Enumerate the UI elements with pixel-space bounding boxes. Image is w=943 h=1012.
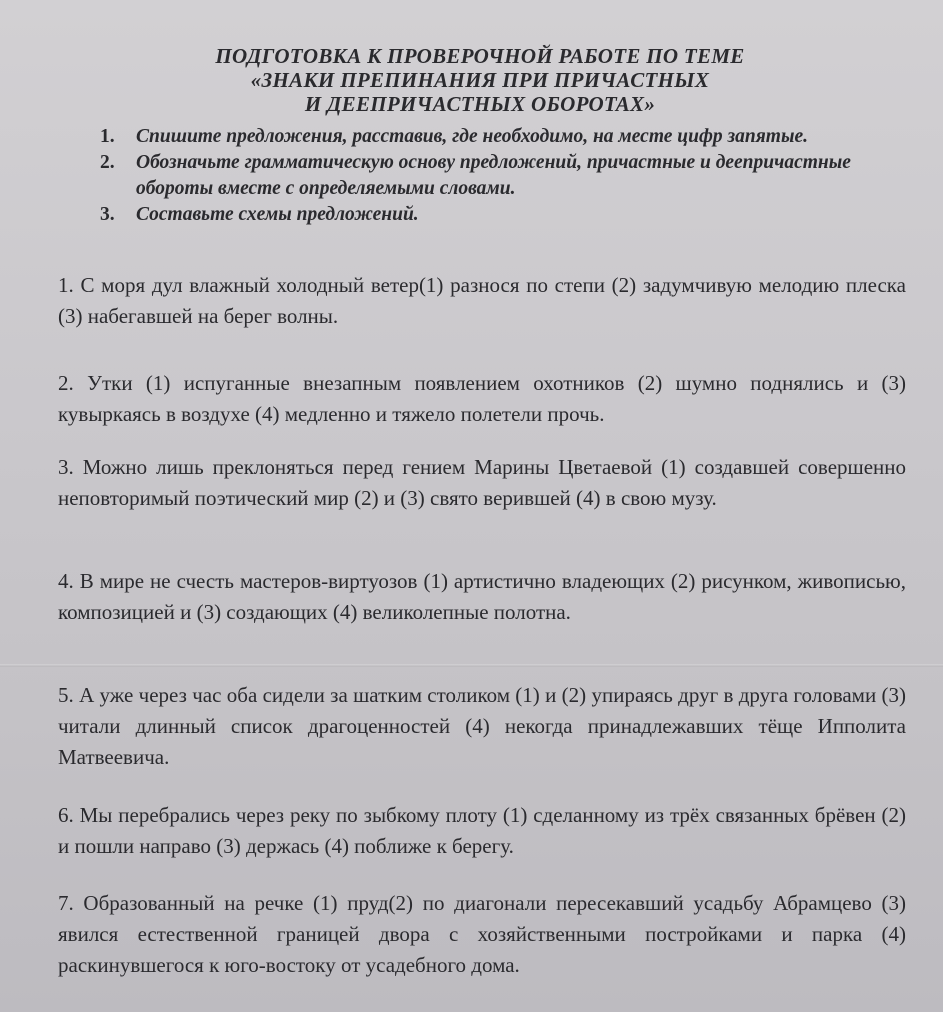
title-line-2: «ЗНАКИ ПРЕПИНАНИЯ ПРИ ПРИЧАСТНЫХ (250, 68, 710, 92)
task-text: Обозначьте грамматическую основу предложений, причастные и деепричастные обороты вместе с определяемыми словами. (136, 152, 851, 199)
worksheet-title (120, 44, 840, 116)
task-number: 3. (100, 204, 115, 225)
exercise-sentence-7: 7. Образованный на речке (1) пруд(2) по диагонали пересекавший усадьбу Абрамцево (3) явился естественной границей двора с хозяйственными постройками и парка (4) раскинувшегося к юго-востоку от усадебного дома. (58, 891, 906, 977)
task-instructions (100, 124, 900, 228)
task-item (100, 150, 900, 202)
exercise-sentence-6: 6. Мы перебрались через реку по зыбкому плоту (1) сделанному из трёх связанных брёвен (2) и пошли направо (3) держась (4) поближе к берегу. (58, 803, 906, 858)
task-item (100, 124, 900, 150)
title-line-3: И ДЕЕПРИЧАСТНЫХ ОБОРОТАХ» (304, 92, 656, 116)
exercise-sentence-3: 3. Можно лишь преклоняться перед гением Марины Цветаевой (1) создавшей совершенно неповторимый поэтический мир (2) и (3) свято верившей (4) в свою музу. (58, 455, 906, 510)
title-line-1: ПОДГОТОВКА К ПРОВЕРОЧНОЙ РАБОТЕ ПО ТЕМЕ (215, 44, 745, 68)
task-text: Составьте схемы предложений. (136, 204, 419, 225)
exercise-sentence-5: 5. А уже через час оба сидели за шатким столиком (1) и (2) упираясь друг в друга головами (3) читали длинный список драгоценностей (4) некогда принадлежавших тёще Ипполита Матвеевича. (58, 683, 906, 769)
task-number: 2. (100, 152, 115, 173)
task-item (100, 202, 900, 228)
exercise-sentence-2: 2. Утки (1) испуганные внезапным появлением охотников (2) шумно поднялись и (3) кувыркаясь в воздухе (4) медленно и тяжело полетели прочь. (58, 371, 906, 426)
paper-fold-line (0, 664, 943, 667)
task-text: Спишите предложения, расставив, где необходимо, на месте цифр запятые. (136, 126, 809, 147)
task-number: 1. (100, 126, 115, 147)
exercise-sentence-4: 4. В мире не счесть мастеров-виртуозов (1) артистично владеющих (2) рисунком, живописью, композицией и (3) создающих (4) великолепные полотна. (58, 569, 906, 624)
exercise-sentence-1: 1. С моря дул влажный холодный ветер(1) разнося по степи (2) задумчивую мелодию плеска (3) набегавшей на берег волны. (58, 273, 906, 328)
